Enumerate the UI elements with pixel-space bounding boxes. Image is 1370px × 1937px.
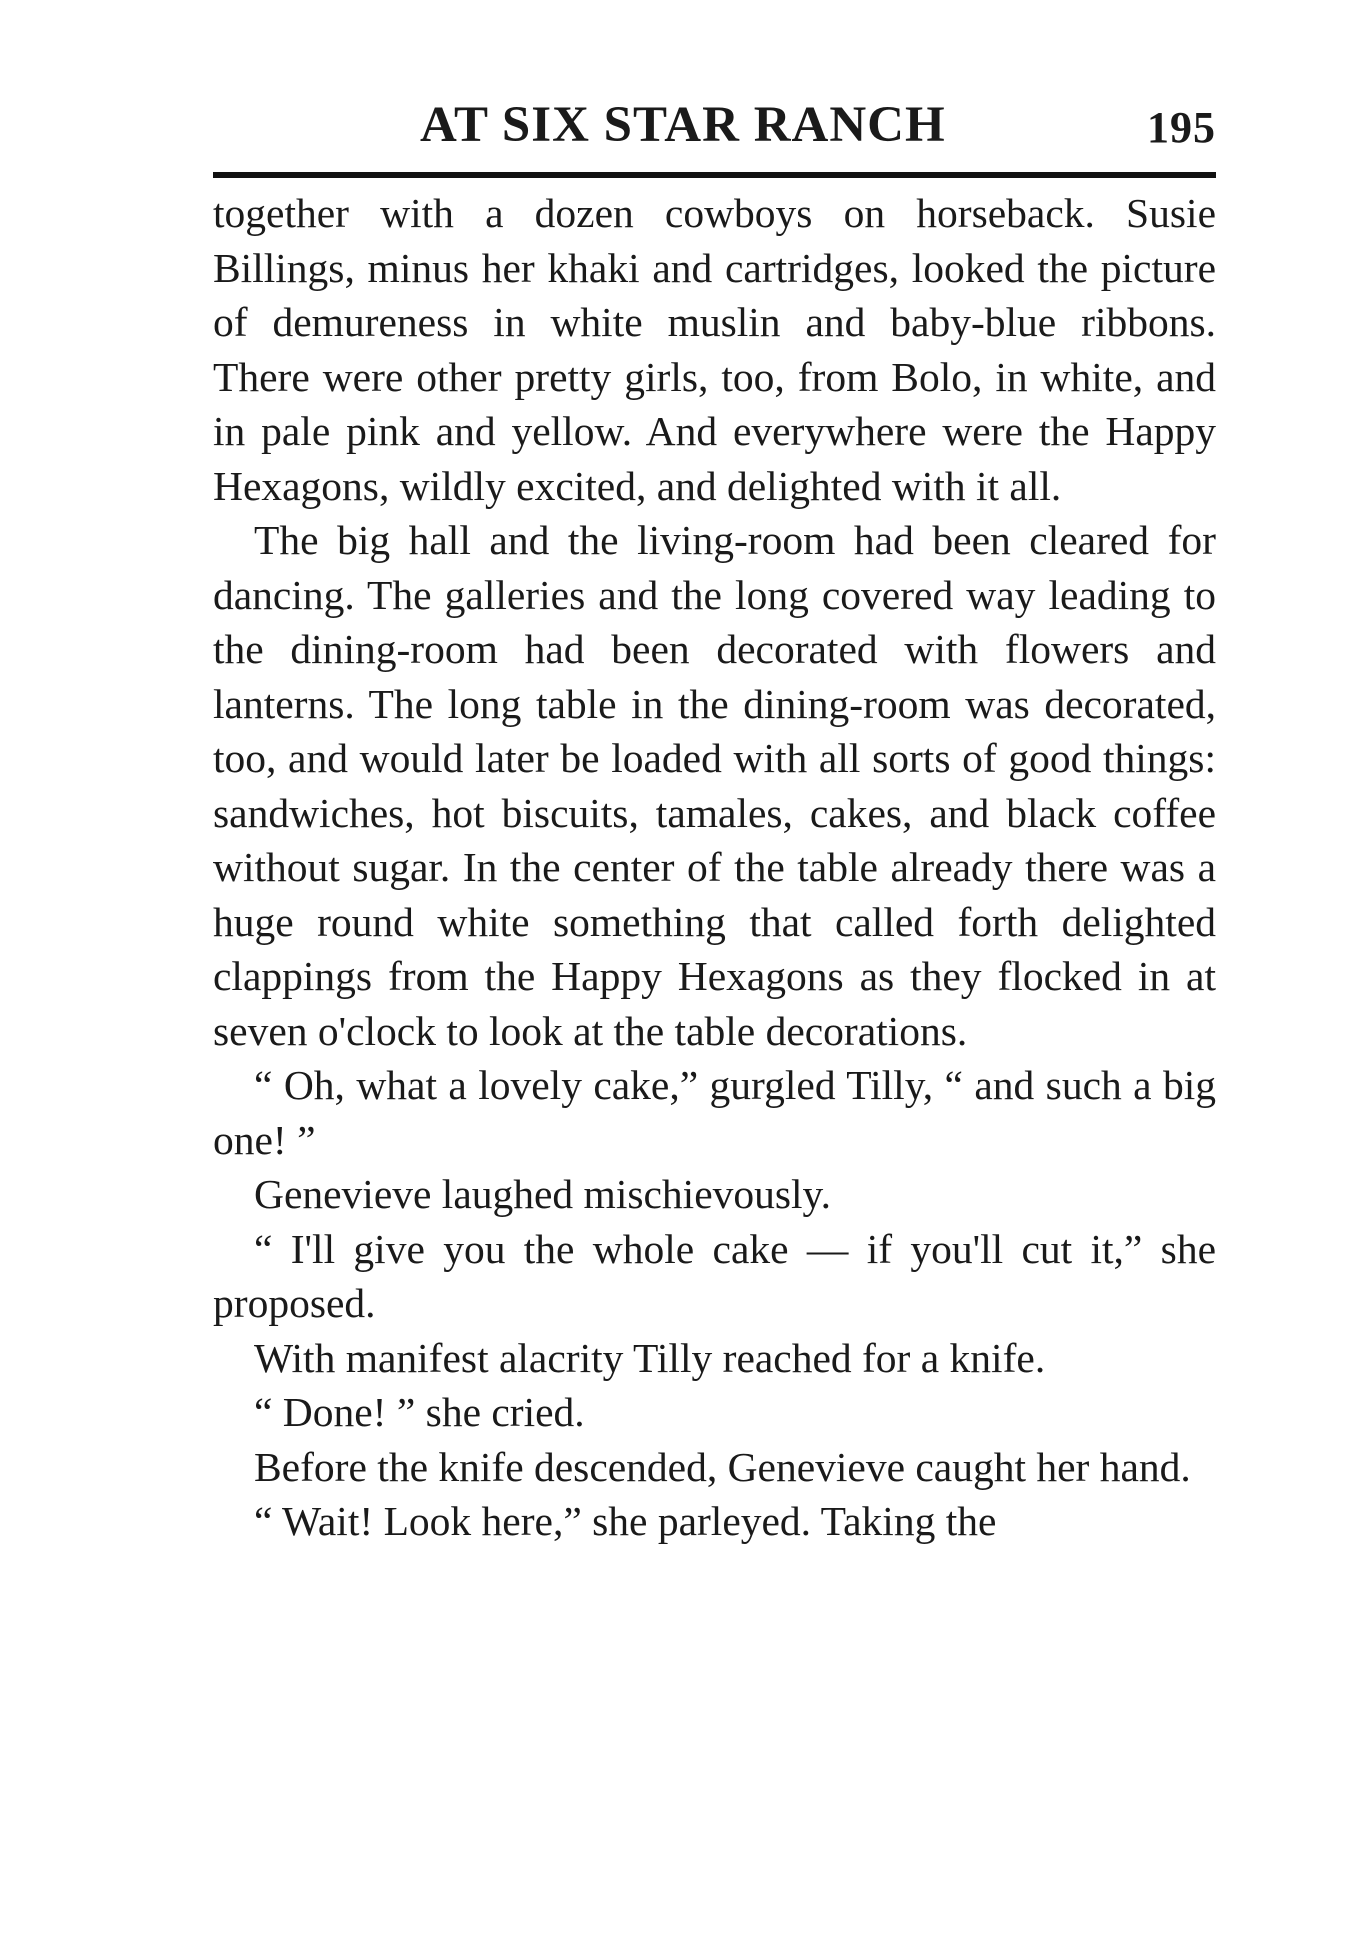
paragraph: together with a dozen cowboys on horseback. Susie Billings, minus her khaki and cartridges, looked the picture of demureness in white muslin and baby-blue ribbons. There were other pretty girls, too, from Bolo, in white, and in pale pink and yellow. And everywhere were the Happy Hexagons, wildly excited, and delighted with it all. bbox=[213, 190, 1216, 509]
running-title: AT SIX STAR RANCH bbox=[420, 97, 946, 153]
paragraph: Genevieve laughed mischievously. bbox=[254, 1171, 831, 1217]
paragraph: Before the knife descended, Genevieve caught her hand. bbox=[254, 1443, 1191, 1490]
paragraph: The big hall and the living-room had been cleared for dancing. The galleries and the long covered way leading to the dining-room had been decorated with flowers and lanterns. The long table in the dining-room was decorated, too, and would later be loaded with all sorts of good things: sandwiches, hot biscuits, tamales, cakes, and black coffee without sugar. In the center of the table already there was a huge round white something that called forth delighted clappings from the Happy Hexagons as they flocked in at seven o'clock to look at the table decorations. bbox=[213, 517, 1216, 1054]
paragraph: With manifest alacrity Tilly reached for a knife. bbox=[254, 1334, 1046, 1381]
paragraph: “ Done! ” she cried. bbox=[254, 1389, 585, 1435]
body-text bbox=[213, 186, 1216, 1549]
paragraph: “ Oh, what a lovely cake,” gurgled Tilly, “ and such a big one! ” bbox=[213, 1062, 1216, 1163]
header-rule bbox=[213, 172, 1216, 178]
running-head bbox=[213, 88, 1216, 166]
paragraph: “ I'll give you the whole cake — if you'll cut it,” she proposed. bbox=[213, 1225, 1216, 1326]
page-number: 195 bbox=[1147, 103, 1216, 152]
book-page bbox=[213, 88, 1216, 1549]
paragraph: “ Wait! Look here,” she parleyed. Taking the bbox=[254, 1498, 997, 1544]
